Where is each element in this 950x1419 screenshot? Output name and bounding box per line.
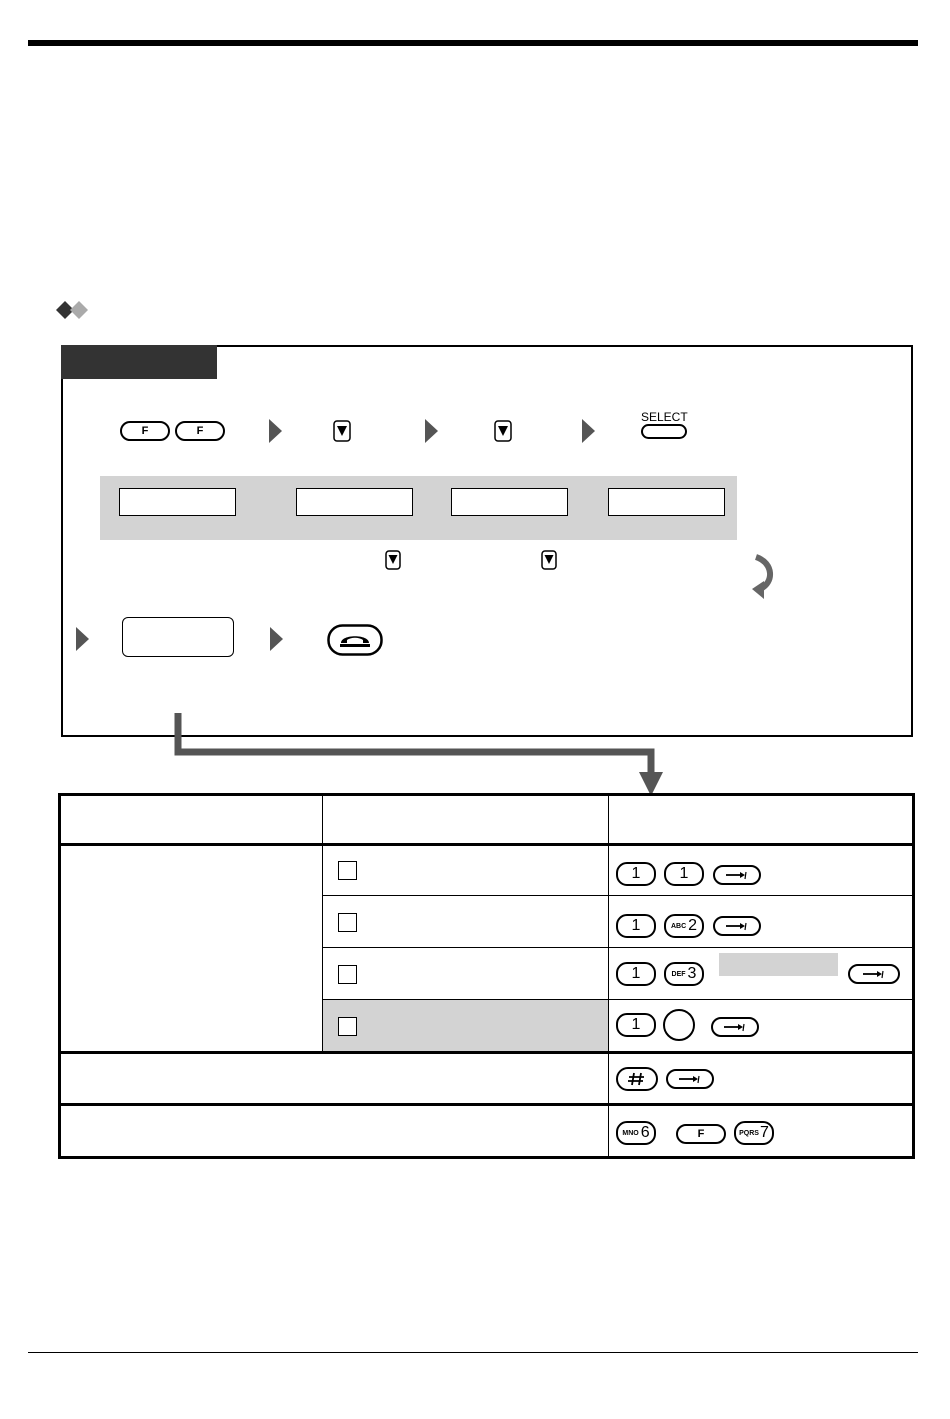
table-border-top xyxy=(58,793,915,796)
function-key-label: F xyxy=(697,1128,705,1140)
top-rule xyxy=(28,40,918,46)
bottom-rule xyxy=(28,1352,918,1353)
option-checkbox[interactable] xyxy=(338,913,357,932)
table-group-rule xyxy=(58,1103,915,1106)
dial-key-1[interactable] xyxy=(616,962,656,986)
display-screen-4 xyxy=(608,488,725,516)
enter-key-icon[interactable] xyxy=(848,964,900,984)
end-call-key-icon[interactable] xyxy=(327,624,383,656)
key-digit: 2 xyxy=(688,917,698,934)
flow-arrow-icon xyxy=(269,419,282,443)
table-border-bottom xyxy=(58,1156,915,1159)
table-border-right xyxy=(912,793,915,1159)
enter-key-icon[interactable] xyxy=(713,916,761,936)
flow-arrow-icon xyxy=(76,627,89,651)
key-digit: 1 xyxy=(679,865,689,882)
function-key-2[interactable] xyxy=(175,421,225,441)
function-key-1[interactable] xyxy=(120,421,170,441)
option-checkbox[interactable] xyxy=(338,1017,357,1036)
down-navigator-icon[interactable] xyxy=(385,550,401,570)
option-checkbox[interactable] xyxy=(338,965,357,984)
dial-key-1[interactable] xyxy=(664,862,704,886)
table-header-rule xyxy=(58,843,915,846)
procedure-box-header-tab xyxy=(61,345,217,379)
dial-key-7[interactable] xyxy=(734,1121,774,1145)
highlighted-option-cell xyxy=(323,1000,608,1051)
display-screen-1 xyxy=(119,488,236,516)
round-key-blank[interactable] xyxy=(663,1009,695,1041)
key-letters: ABC xyxy=(670,922,687,930)
down-navigator-icon[interactable] xyxy=(541,550,557,570)
hash-key-icon[interactable] xyxy=(616,1067,658,1091)
connector-arrow xyxy=(170,710,670,800)
procedure-box xyxy=(61,345,913,737)
display-screen-3 xyxy=(451,488,568,516)
down-navigator-icon[interactable] xyxy=(494,420,512,442)
display-screen-2 xyxy=(296,488,413,516)
down-navigator-icon[interactable] xyxy=(333,420,351,442)
key-digit: 6 xyxy=(640,1124,650,1141)
table-border-left xyxy=(58,793,61,1159)
dial-key-2[interactable] xyxy=(664,914,704,938)
key-letters: MNO xyxy=(622,1129,639,1137)
table-row-rule xyxy=(323,947,915,948)
dial-key-1[interactable] xyxy=(616,862,656,886)
select-key[interactable] xyxy=(641,424,687,439)
table-col-divider xyxy=(608,793,609,1159)
dial-key-1[interactable] xyxy=(616,1013,656,1037)
return-arrow-icon xyxy=(748,553,778,601)
key-letters: DEF xyxy=(671,970,686,978)
dial-key-1[interactable] xyxy=(616,914,656,938)
number-entry-field[interactable] xyxy=(719,953,838,976)
key-digit: 1 xyxy=(631,1016,641,1033)
key-digit: 3 xyxy=(687,965,697,982)
key-digit: 1 xyxy=(631,965,641,982)
enter-key-icon[interactable] xyxy=(711,1017,759,1037)
enter-key-icon[interactable] xyxy=(666,1069,714,1089)
flow-arrow-icon xyxy=(425,419,438,443)
key-letters: PQRS xyxy=(739,1129,759,1137)
flow-arrow-icon xyxy=(270,627,283,651)
option-checkbox[interactable] xyxy=(338,861,357,880)
table-group-rule xyxy=(58,1051,915,1054)
table-row-rule xyxy=(323,895,915,896)
enter-key-icon[interactable] xyxy=(713,865,761,885)
function-key-label: F xyxy=(141,425,149,437)
function-key-label: F xyxy=(196,425,204,437)
key-digit: 7 xyxy=(759,1124,769,1141)
flow-arrow-icon xyxy=(582,419,595,443)
section-bullet-icon xyxy=(55,300,95,320)
entry-display-box xyxy=(122,617,234,657)
dial-key-3[interactable] xyxy=(664,962,704,986)
key-digit: 1 xyxy=(631,865,641,882)
select-key-label: SELECT xyxy=(641,410,688,424)
key-digit: 1 xyxy=(631,917,641,934)
function-key[interactable] xyxy=(676,1124,726,1144)
dial-key-6[interactable] xyxy=(616,1121,656,1145)
